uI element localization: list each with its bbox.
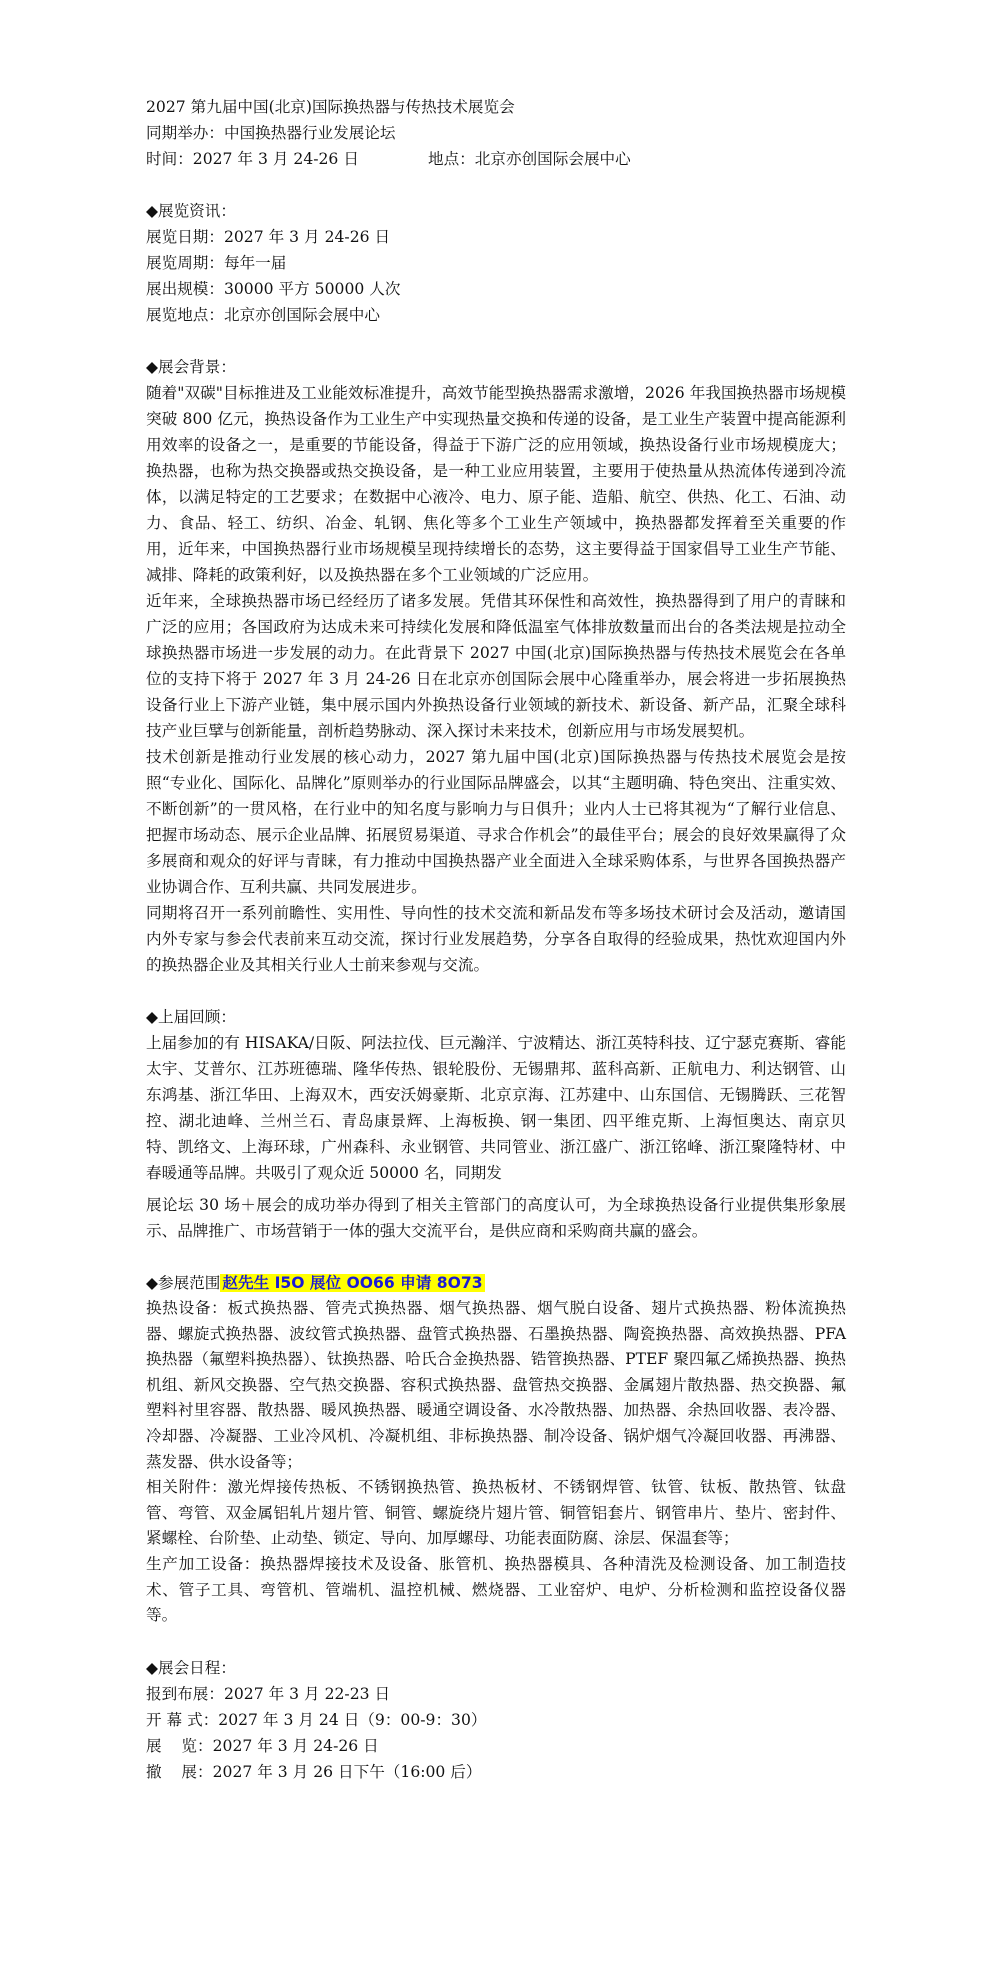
scope-accessories: 相关附件：激光焊接传热板、不锈钢换热管、换热板材、不锈钢焊管、钛管、钛板、散热管、钛盘管、弯管、双金属铝轧片翅片管、铜管、螺旋绕片翅片管、铜管铝套片、钢管串片、垫片、密封件、紧螺栓、台阶垫、止动垫、锁定、导向、加厚螺母、功能表面防腐、涂层、保温套等； bbox=[146, 1478, 846, 1548]
scope-heading: ◆参展范围 bbox=[146, 1274, 221, 1292]
info-date: 展览日期：2027 年 3 月 24-26 日 bbox=[146, 228, 391, 246]
schedule-exhibition: 展 览：2027 年 3 月 24-26 日 bbox=[146, 1736, 379, 1755]
schedule-heading: ◆展会日程： bbox=[146, 1658, 236, 1677]
review-paragraph: 上届参加的有 HISAKA/日阪、阿法拉伐、巨元瀚洋、宁波精达、浙江英特科技、辽宁瑟克赛斯、睿能太宇、艾普尔、江苏班德瑞、隆华传热、银轮股份、无锡鼎邦、蓝科高新、正航电力、利达钢管、山东鸿基、浙江华田、上海双木，西安沃姆豪斯、北京京海、江苏建中、山东国信、无锡腾跃、三花智控、湖北迪峰、兰州兰石、青岛康景辉、上海板换、钢一集团、四平维克斯、上海恒奥达、南京贝特、凯络文、上海环球，广州森科、永业钢管、共同管业、浙江盛广、浙江铭峰、浙江聚隆特材、中春暖通等品牌。共吸引了观众近 50000 名，同期发 bbox=[146, 1034, 846, 1182]
exhibition-title: 2027 第九届中国(北京)国际换热器与传热技术展览会 bbox=[146, 98, 515, 116]
time-location-row bbox=[146, 146, 846, 172]
info-venue: 展览地点：北京亦创国际会展中心 bbox=[146, 306, 380, 324]
background-paragraph-3: 技术创新是推动行业发展的核心动力，2027 第九届中国(北京)国际换热器与传热技术展览会是按照“专业化、国际化、品牌化”原则举办的行业国际品牌盛会，以其“主题明确、特色突出、注重实效、不断创新”的一贯风格，在行业中的知名度与影响力与日俱升；业内人士已将其视为“了解行业信息、把握市场动态、展示企业品牌、拓展贸易渠道、寻求合作机会”的最佳平台；展会的良好效果赢得了众多展商和观众的好评与青睐，有力推动中国换热器产业全面进入全球采购体系，与世界各国换热器产业协调合作、互利共赢、共同发展进步。 bbox=[146, 748, 846, 896]
document-page bbox=[146, 94, 846, 1785]
review-paragraph-continued: 展论坛 30 场＋展会的成功举办得到了相关主管部门的高度认可，为全球换热设备行业提供集形象展示、品牌推广、市场营销于一体的强大交流平台，是供应商和采购商共赢的盛会。 bbox=[146, 1196, 846, 1240]
background-heading: ◆展会背景： bbox=[146, 358, 236, 376]
scope-processing: 生产加工设备：换热器焊接技术及设备、胀管机、换热器模具、各种清洗及检测设备、加工制造技术、管子工具、弯管机、管端机、温控机械、燃烧器、工业窑炉、电炉、分析检测和监控设备仪器等。 bbox=[146, 1554, 846, 1625]
contact-highlight: 赵先生 I5O 展位 OO66 申请 8O73 bbox=[222, 1274, 483, 1292]
scope-equipment: 换热设备：板式换热器、管壳式换热器、烟气换热器、烟气脱白设备、翅片式换热器、粉体流换热器、螺旋式换热器、波纹管式换热器、盘管式换热器、石墨换热器、陶瓷换热器、高效换热器、PFA 换热器（氟塑料换热器）、钛换热器、哈氏合金换热器、锆管换热器、PTEF 聚四氟乙烯换热器、换热机组、新风交换器、空气热交换器、容积式换热器、盘管热交换器、金属翅片散热器、热交换器、氟塑料衬里容器、散热器、暖风换热器、暖通空调设备、水冷散热器、加热器、余热回收器、表冷器、冷却器、冷凝器、工业冷风机、冷凝机组、非标换热器、制冷设备、锅炉烟气冷凝回收器、再沸器、蒸发器、供水设备等； bbox=[146, 1299, 846, 1471]
review-heading: ◆上届回顾： bbox=[146, 1008, 236, 1026]
schedule-teardown: 撤 展：2027 年 3 月 26 日下午（16:00 后） bbox=[146, 1762, 482, 1781]
scope-heading-row bbox=[146, 1270, 846, 1296]
info-cycle: 展览周期：每年一届 bbox=[146, 254, 287, 272]
schedule-setup: 报到布展：2027 年 3 月 22-23 日 bbox=[146, 1684, 391, 1703]
event-time: 时间：2027 年 3 月 24-26 日 bbox=[146, 150, 359, 168]
info-scale: 展出规模：30000 平方 50000 人次 bbox=[146, 280, 401, 298]
concurrent-event: 同期举办：中国换热器行业发展论坛 bbox=[146, 124, 396, 142]
background-paragraph-2: 近年来，全球换热器市场已经经历了诸多发展。凭借其环保性和高效性，换热器得到了用户的青睐和广泛的应用；各国政府为达成未来可持续化发展和降低温室气体排放数量而出台的各类法规是拉动全球换热器市场进一步发展的动力。在此背景下 2027 中国(北京)国际换热器与传热技术展览会在各单位的支持下将于 2027 年 3 月 24-26 日在北京亦创国际会展中心隆重举办，展会将进一步拓展换热设备行业上下游产业链，集中展示国内外换热设备行业领域的新技术、新设备、新产品，汇聚全球科技产业巨擘与创新能量，剖析趋势脉动、深入探讨未来技术，创新应用与市场发展契机。 bbox=[146, 592, 846, 740]
info-heading: ◆展览资讯： bbox=[146, 202, 236, 220]
event-location: 地点：北京亦创国际会展中心 bbox=[428, 150, 631, 168]
background-paragraph-1: 随着"双碳"目标推进及工业能效标准提升，高效节能型换热器需求激增，2026 年我国换热器市场规模突破 800 亿元，换热设备作为工业生产中实现热量交换和传递的设备，是工业生产装置中提高能源利用效率的设备之一，是重要的节能设备，得益于下游广泛的应用领域，换热设备行业市场规模庞大；换热器，也称为热交换器或热交换设备，是一种工业应用装置，主要用于使热量从热流体传递到冷流体，以满足特定的工艺要求；在数据中心液冷、电力、原子能、造船、航空、供热、化工、石油、动力、食品、轻工、纺织、冶金、轧钢、焦化等多个工业生产领域中，换热器都发挥着至关重要的作用，近年来，中国换热器行业市场规模呈现持续增长的态势，这主要得益于国家倡导工业生产节能、减排、降耗的政策利好，以及换热器在多个工业领域的广泛应用。 bbox=[146, 384, 846, 584]
background-paragraph-4: 同期将召开一系列前瞻性、实用性、导向性的技术交流和新品发布等多场技术研讨会及活动，邀请国内外专家与参会代表前来互动交流，探讨行业发展趋势，分享各自取得的经验成果，热忱欢迎国内外的换热器企业及其相关行业人士前来参观与交流。 bbox=[146, 904, 846, 974]
schedule-opening: 开 幕 式：2027 年 3 月 24 日（9：00-9：30） bbox=[146, 1710, 487, 1729]
